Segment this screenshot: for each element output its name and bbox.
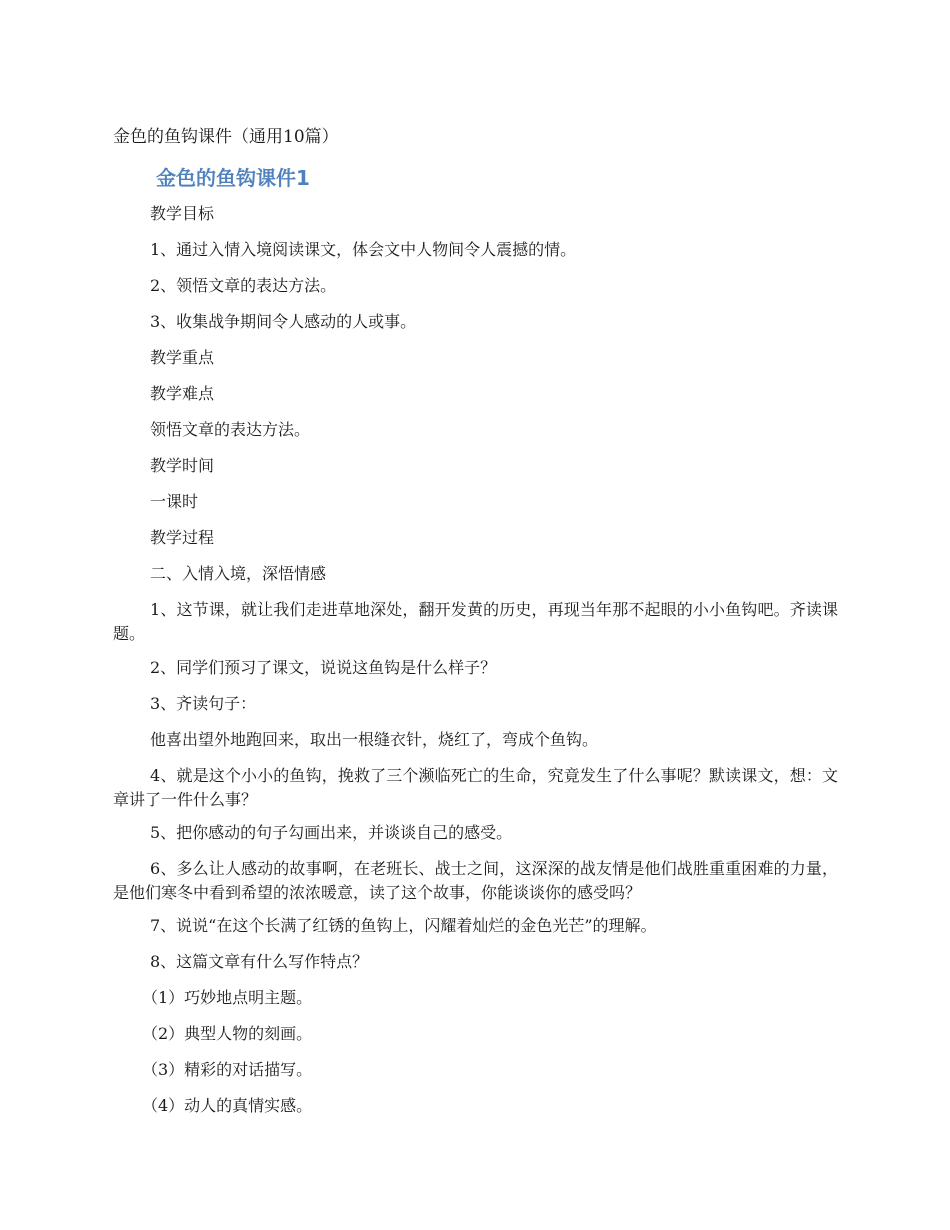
paragraph: 教学时间 — [150, 456, 215, 475]
paragraph: 5、把你感动的句子勾画出来，并谈谈自己的感受。 — [150, 823, 513, 842]
paragraph: 教学难点 — [150, 384, 215, 403]
paragraph: 6、多么让人感动的故事啊，在老班长、战士之间，这深深的战友情是他们战胜重重困难的力量，是他们寒冬中看到希望的浓浓暖意，读了这个故事，你能谈谈你的感受吗？ — [113, 859, 838, 902]
paragraph: 4、就是这个小小的鱼钩，挽救了三个濒临死亡的生命，究竟发生了什么事呢？默读课文，想：文章讲了一件什么事？ — [113, 766, 838, 809]
paragraph: 1、这节课，就让我们走进草地深处，翻开发黄的历史，再现当年那不起眼的小小鱼钩吧。齐读课题。 — [113, 600, 838, 643]
paragraph: 他喜出望外地跑回来，取出一根缝衣针，烧红了，弯成个鱼钩。 — [150, 730, 599, 749]
paragraph: 一课时 — [150, 492, 199, 511]
paragraph: 1、通过入情入境阅读课文，体会文中人物间令人震撼的情。 — [150, 240, 577, 259]
paragraph: 2、同学们预习了课文，说说这鱼钩是什么样子？ — [150, 658, 497, 677]
paragraph: 7、说说“在这个长满了红锈的鱼钩上，闪耀着灿烂的金色光芒”的理解。 — [150, 916, 657, 935]
paragraph: （3）精彩的对话描写。 — [142, 1060, 313, 1079]
paragraph: 2、领悟文章的表达方法。 — [150, 276, 337, 295]
paragraph: 教学过程 — [150, 528, 215, 547]
paragraph: （1）巧妙地点明主题。 — [142, 988, 313, 1007]
paragraph: 3、收集战争期间令人感动的人或事。 — [150, 312, 417, 331]
document-title: 金色的鱼钩课件（通用10篇） — [113, 127, 339, 147]
paragraph: 8、这篇文章有什么写作特点？ — [150, 952, 369, 971]
paragraph: （2）典型人物的刻画。 — [142, 1024, 313, 1043]
section-heading: 金色的鱼钩课件1 — [156, 166, 310, 190]
paragraph: （4）动人的真情实感。 — [142, 1096, 313, 1115]
paragraph: 3、齐读句子： — [150, 694, 257, 713]
paragraph: 教学目标 — [150, 204, 215, 223]
paragraph: 领悟文章的表达方法。 — [150, 420, 311, 439]
paragraph: 二、入情入境，深悟情感 — [150, 564, 327, 583]
paragraph: 教学重点 — [150, 348, 215, 367]
